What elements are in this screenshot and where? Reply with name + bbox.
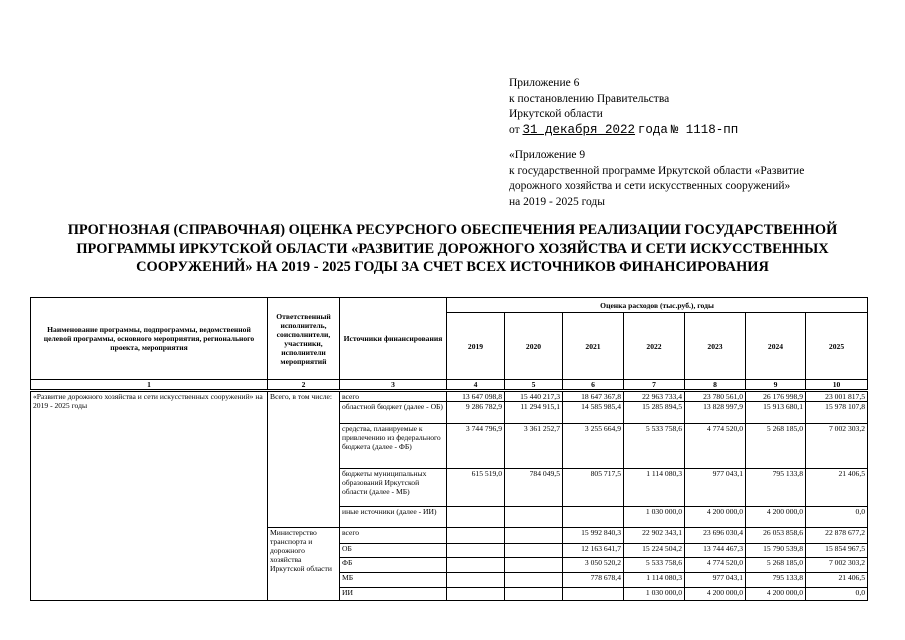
value-cell: 4 774 520,0 [685, 558, 746, 573]
value-cell: 3 361 252,7 [505, 424, 563, 469]
document-title [30, 221, 875, 277]
source-cell: иные источники (далее - ИИ) [340, 507, 447, 528]
value-cell: 3 255 664,9 [563, 424, 624, 469]
value-cell: 15 790 539,8 [746, 544, 806, 558]
column-number: 7 [624, 380, 685, 391]
value-cell: 18 647 367,8 [563, 391, 624, 402]
title-line-1: ПРОГНОЗНАЯ (СПРАВОЧНАЯ) ОЦЕНКА РЕСУРСНОГО ОБЕСПЕЧЕНИЯ РЕАЛИЗАЦИИ ГОСУДАРСТВЕННОЙ [67, 222, 838, 238]
header-executor: Ответственный исполнитель, соисполнители, участники, исполнители мероприятий [268, 298, 340, 380]
value-cell: 15 440 217,3 [505, 391, 563, 402]
value-cell: 15 978 107,8 [806, 402, 868, 424]
value-cell: 15 913 680,1 [746, 402, 806, 424]
header-year: 2024 [746, 313, 806, 380]
value-cell: 615 519,0 [447, 469, 505, 507]
header-year: 2023 [685, 313, 746, 380]
source-cell: областной бюджет (далее - ОБ) [340, 402, 447, 424]
source-cell: средства, планируемые к привлечению из федерального бюджета (далее - ФБ) [340, 424, 447, 469]
source-cell: ОБ [340, 544, 447, 558]
value-cell [447, 544, 505, 558]
value-cell: 13 744 467,3 [685, 544, 746, 558]
header-year: 2021 [563, 313, 624, 380]
value-cell: 3 050 520,2 [563, 558, 624, 573]
value-cell: 795 133,8 [746, 573, 806, 588]
value-cell: 5 533 758,6 [624, 558, 685, 573]
value-cell: 1 030 000,0 [624, 507, 685, 528]
value-cell [447, 588, 505, 601]
value-cell: 7 002 303,2 [806, 558, 868, 573]
header-program: Наименование программы, подпрограммы, ведомственной целевой программы, основного мероприятия, регионального проекта, мероприятия [31, 298, 268, 380]
appendix-from: от [509, 123, 520, 136]
decree-year-word: года [637, 122, 668, 137]
value-cell: 977 043,1 [685, 573, 746, 588]
appendix-line-8: на 2019 - 2025 годы [509, 195, 606, 208]
header-year: 2020 [505, 313, 563, 380]
value-cell [563, 588, 624, 601]
column-number: 6 [563, 380, 624, 391]
value-cell: 805 717,5 [563, 469, 624, 507]
table-row [31, 391, 868, 402]
title-line-2: ПРОГРАММЫ ИРКУТСКОЙ ОБЛАСТИ «РАЗВИТИЕ ДОРОЖНОГО ХОЗЯЙСТВА И СЕТИ ИСКУССТВЕННЫХ [76, 240, 829, 257]
value-cell [447, 573, 505, 588]
value-cell: 9 286 782,9 [447, 402, 505, 424]
header-year: 2022 [624, 313, 685, 380]
appendix-block [509, 76, 804, 210]
appendix-decree-line [509, 123, 804, 139]
value-cell [447, 558, 505, 573]
value-cell: 11 294 915,1 [505, 402, 563, 424]
column-number: 1 [31, 380, 268, 391]
value-cell [505, 558, 563, 573]
source-cell: ИИ [340, 588, 447, 601]
value-cell: 0,0 [806, 588, 868, 601]
source-cell: всего [340, 391, 447, 402]
value-cell: 15 224 504,2 [624, 544, 685, 558]
value-cell: 21 406,5 [806, 469, 868, 507]
value-cell: 977 043,1 [685, 469, 746, 507]
value-cell: 26 176 998,9 [746, 391, 806, 402]
value-cell [505, 588, 563, 601]
column-number: 8 [685, 380, 746, 391]
value-cell [563, 507, 624, 528]
value-cell [505, 507, 563, 528]
value-cell: 1 114 080,3 [624, 469, 685, 507]
column-number: 4 [447, 380, 505, 391]
source-cell: всего [340, 528, 447, 544]
value-cell [505, 573, 563, 588]
value-cell: 15 285 894,5 [624, 402, 685, 424]
appendix-line-2: к постановлению Правительства [509, 92, 670, 105]
value-cell: 26 053 858,6 [746, 528, 806, 544]
value-cell: 23 001 817,5 [806, 391, 868, 402]
value-cell [505, 544, 563, 558]
program-name-cell: «Развитие дорожного хозяйства и сети искусственных сооружений» на 2019 - 2025 годы [31, 391, 268, 601]
source-cell: ФБ [340, 558, 447, 573]
value-cell: 13 828 997,9 [685, 402, 746, 424]
value-cell: 778 678,4 [563, 573, 624, 588]
value-cell: 4 200 000,0 [685, 507, 746, 528]
column-number: 3 [340, 380, 447, 391]
value-cell: 4 200 000,0 [685, 588, 746, 601]
value-cell: 14 585 985,4 [563, 402, 624, 424]
appendix-line-1: Приложение 6 [509, 77, 580, 89]
value-cell: 5 268 185,0 [746, 558, 806, 573]
executor-cell: Министерство транспорта и дорожного хозяйства Иркутской области [268, 528, 340, 601]
appendix-line-3: Иркутской области [509, 108, 603, 120]
appendix-line-7: дорожного хозяйства и сети искусственных сооружений» [509, 180, 791, 192]
value-cell: 22 878 677,2 [806, 528, 868, 544]
column-number: 2 [268, 380, 340, 391]
source-cell: МБ [340, 573, 447, 588]
value-cell [447, 528, 505, 544]
column-number: 9 [746, 380, 806, 391]
column-number: 5 [505, 380, 563, 391]
value-cell: 4 200 000,0 [746, 588, 806, 601]
decree-date: 31 декабря 2022 [522, 122, 636, 137]
value-cell: 15 854 967,5 [806, 544, 868, 558]
value-cell: 5 268 185,0 [746, 424, 806, 469]
value-cell [447, 507, 505, 528]
value-cell: 795 133,8 [746, 469, 806, 507]
value-cell: 22 963 733,4 [624, 391, 685, 402]
value-cell: 1 114 080,3 [624, 573, 685, 588]
value-cell: 15 992 840,3 [563, 528, 624, 544]
value-cell: 7 002 303,2 [806, 424, 868, 469]
financing-table [30, 297, 868, 601]
value-cell: 23 696 030,4 [685, 528, 746, 544]
executor-cell: Всего, в том числе: [268, 391, 340, 528]
header-sources: Источники финансирования [340, 298, 447, 380]
source-cell: бюджеты муниципальных образований Иркутской области (далее - МБ) [340, 469, 447, 507]
value-cell: 4 200 000,0 [746, 507, 806, 528]
header-year: 2025 [806, 313, 868, 380]
value-cell: 21 406,5 [806, 573, 868, 588]
decree-number: № 1118-пп [670, 122, 739, 137]
value-cell: 1 030 000,0 [624, 588, 685, 601]
value-cell: 5 533 758,6 [624, 424, 685, 469]
value-cell: 23 780 561,0 [685, 391, 746, 402]
value-cell: 4 774 520,0 [685, 424, 746, 469]
appendix-line-5: «Приложение 9 [509, 149, 586, 161]
value-cell: 0,0 [806, 507, 868, 528]
header-estimate: Оценка расходов (тыс.руб.), годы [447, 298, 868, 313]
column-number: 10 [806, 380, 868, 391]
value-cell [505, 528, 563, 544]
value-cell: 22 902 343,1 [624, 528, 685, 544]
value-cell: 784 049,5 [505, 469, 563, 507]
value-cell: 3 744 796,9 [447, 424, 505, 469]
value-cell: 13 647 098,8 [447, 391, 505, 402]
appendix-line-6: к государственной программе Иркутской области «Развитие [509, 164, 805, 177]
value-cell: 12 163 641,7 [563, 544, 624, 558]
title-line-3: СООРУЖЕНИЙ» НА 2019 - 2025 ГОДЫ ЗА СЧЕТ ВСЕХ ИСТОЧНИКОВ ФИНАНСИРОВАНИЯ [136, 259, 769, 275]
header-year: 2019 [447, 313, 505, 380]
